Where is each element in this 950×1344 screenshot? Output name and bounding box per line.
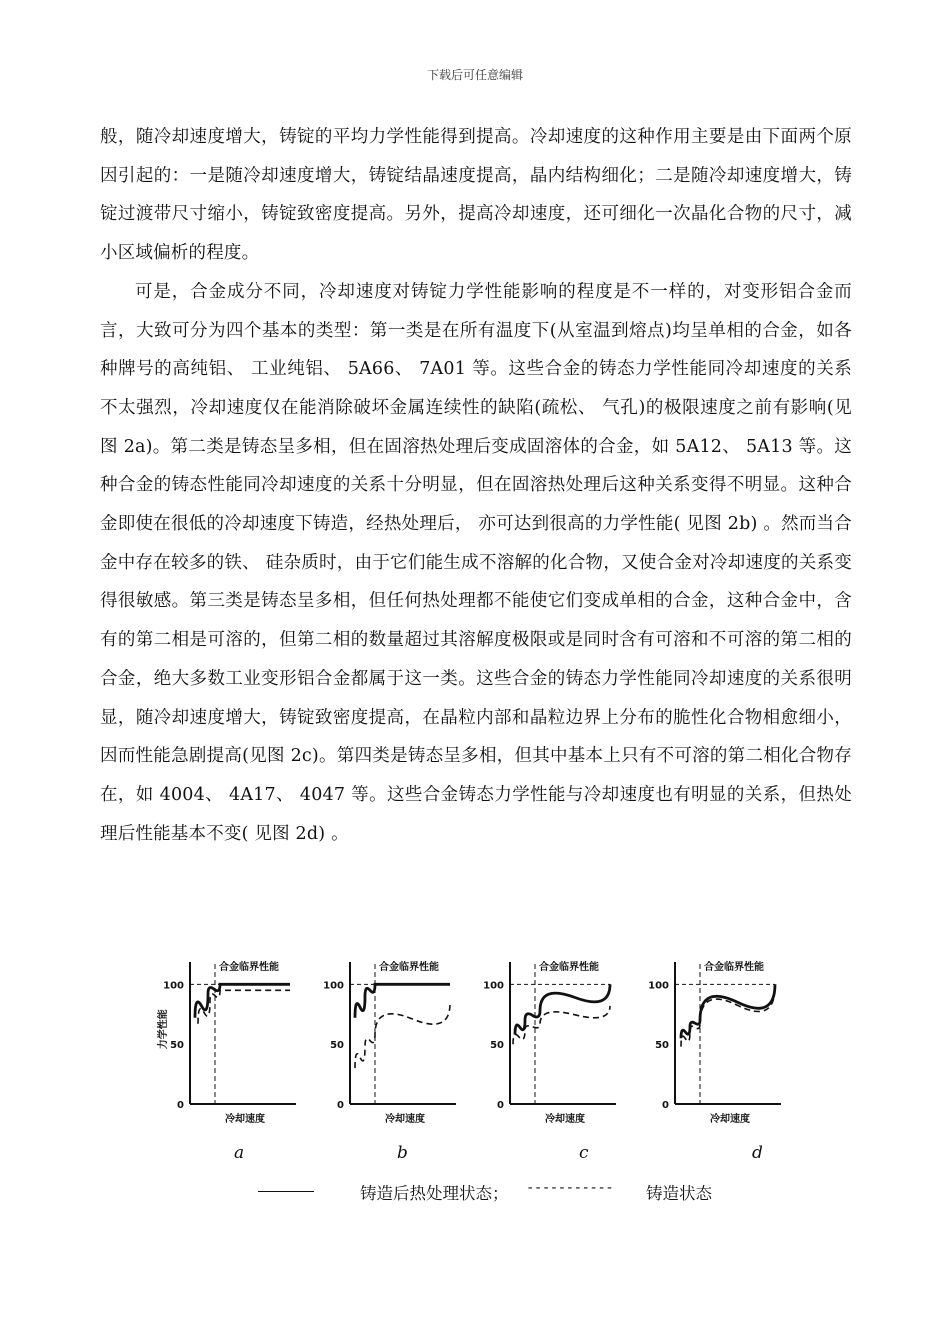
figure-sub-labels — [0, 1143, 950, 1167]
sub-label-c: c — [579, 1143, 589, 1163]
chart-svg-d — [637, 944, 777, 1134]
series-as-cast-curve — [681, 987, 775, 1047]
chart-svg-c — [472, 944, 612, 1134]
chart-panel-c — [472, 944, 612, 1134]
critical-performance-label: 合金临界性能 — [704, 962, 764, 973]
y-tick-label: 100 — [483, 980, 504, 992]
sub-label-b: b — [397, 1143, 408, 1163]
series-heat-treated-curve — [355, 984, 450, 1018]
y-tick-label: 50 — [170, 1040, 184, 1052]
y-tick-label: 100 — [648, 980, 669, 992]
series-as-cast-curve — [513, 1006, 610, 1044]
y-tick-label: 0 — [497, 1100, 504, 1111]
series-heat-treated-curve — [681, 984, 775, 1038]
y-tick-label: 50 — [490, 1040, 504, 1052]
chart-panel-d — [637, 944, 777, 1134]
x-axis-label: 冷却速度 — [385, 1114, 425, 1125]
legend-dashed-label: 铸造状态 — [646, 1184, 712, 1203]
critical-performance-label: 合金临界性能 — [219, 962, 279, 973]
paragraph-2: 可是，合金成分不同，冷却速度对铸锭力学性能影响的程度是不一样的，对变形铝合金而言，大致可分为四个基本的类型：第一类是在所有温度下(从室温到熔点)均呈单相的合金，如各种牌号的高纯铝、 工业纯铝、 5A66、 7A01 等。这些合金的铸态力学性能同冷却速度的关系不太强烈，冷却速度仅在能消除破坏金属连续性的缺陷(疏松、 气孔)的极限速度之前有影响(见图 2a)。第二类是铸态呈多相，但在固溶热处理后变成固溶体的合金，如 5A12、 5A13 等。这种合金的铸态性能同冷却速度的关系十分明显，但在固溶热处理后这种关系变得不明显。这种合金即使在很低的冷却速度下铸造，经热处理后， 亦可达到很高的力学性能( 见图 2b) 。然而当合金中存在较多的铁、 硅杂质时，由于它们能生成不溶解的化合物，又使合金对冷却速度的关系变得很敏感。第三类是铸态呈多相，但任何热处理都不能使它们变成单相的合金，这种合金中，含有的第二相是可溶的，但第二相的数量超过其溶解度极限或是同时含有可溶和不可溶的第二相的合金，绝大多数工业变形铝合金都属于这一类。这些合金的铸态力学性能同冷却速度的关系很明显，随冷却速度增大，铸锭致密度提高，在晶粒内部和晶粒边界上分布的脆性化合物相愈细小，因而性能急剧提高(见图 2c)。第四类是铸态呈多相，但其中基本上只有不可溶的第二相化合物存在，如 4004、 4A17、 4047 等。这些合金铸态力学性能与冷却速度也有明显的关系，但热处理后性能基本不变( 见图 2d) 。 — [100, 281, 852, 844]
y-axis-label: 力学性能 — [158, 1009, 169, 1050]
y-tick-label: 100 — [163, 980, 184, 992]
y-tick-label: 50 — [655, 1040, 669, 1052]
series-heat-treated-curve — [515, 984, 610, 1034]
y-tick-label: 0 — [177, 1100, 184, 1111]
chart-svg-a — [152, 944, 292, 1134]
legend-solid-label: 铸造后热处理状态； — [360, 1184, 509, 1203]
y-tick-label: 100 — [323, 980, 344, 992]
y-tick-label: 50 — [330, 1040, 344, 1052]
chart-panel-b — [312, 944, 452, 1134]
sub-label-a: a — [234, 1143, 245, 1163]
y-tick-label: 0 — [662, 1100, 669, 1111]
x-axis-label: 冷却速度 — [225, 1114, 265, 1125]
series-as-cast-curve — [198, 990, 290, 1024]
chart-svg-b — [312, 944, 452, 1134]
sub-label-d: d — [752, 1143, 763, 1163]
legend-dashed-line-swatch: ----------- — [526, 1180, 614, 1196]
figure-2 — [152, 944, 812, 1134]
x-axis-label: 冷却速度 — [710, 1114, 750, 1125]
chart-panel-a — [152, 944, 292, 1134]
critical-performance-label: 合金临界性能 — [539, 962, 599, 973]
legend-solid-line-swatch — [258, 1191, 314, 1192]
y-tick-label: 0 — [337, 1100, 344, 1111]
series-as-cast-curve — [355, 1004, 450, 1069]
paragraph-1: 般，随冷却速度增大，铸锭的平均力学性能得到提高。冷却速度的这种作用主要是由下面两个原因引起的：一是随冷却速度增大，铸锭结晶速度提高，晶内结构细化；二是随冷却速度增大，铸锭过渡带尺寸缩小，铸锭致密度提高。另外，提高冷却速度，还可细化一次晶化合物的尺寸，减小区域偏析的程度。 — [100, 127, 852, 264]
body-text — [100, 118, 852, 853]
figure-legend — [258, 1180, 818, 1204]
x-axis-label: 冷却速度 — [545, 1114, 585, 1125]
page-header: 下载后可任意编辑 — [426, 68, 523, 82]
critical-performance-label: 合金临界性能 — [379, 962, 439, 973]
